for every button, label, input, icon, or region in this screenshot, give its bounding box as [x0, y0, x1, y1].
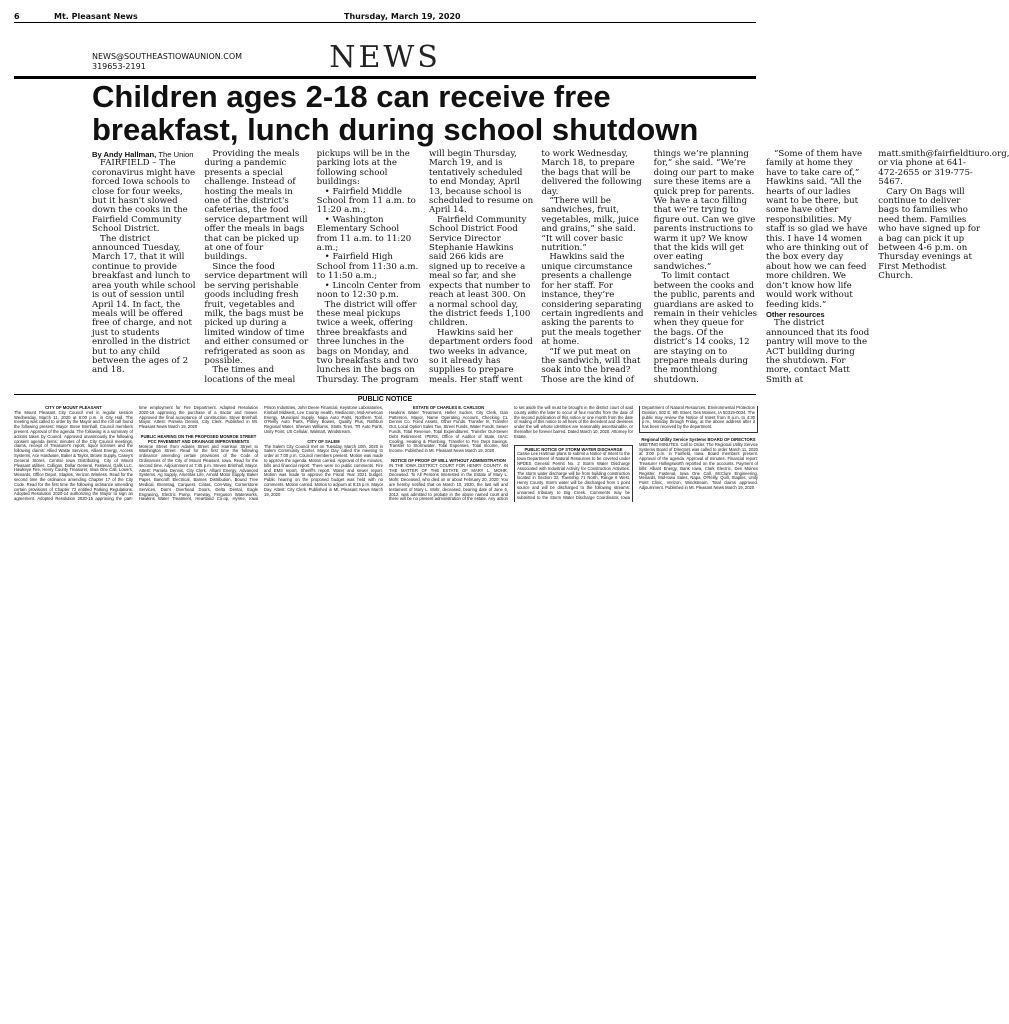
- notice-title: CITY OF MOUNT PLEASANT: [45, 405, 102, 410]
- article-paragraph: Providing the meals during a pandemic presents a special challenge. Instead of hosting the meals in one of the district's cafeterias, the food service department will offer the meals in bags that can be picked up at one of four buildings.: [204, 149, 308, 263]
- article-paragraph: “There will be sandwiches, fruit, vegetables, milk, juice and grains,” she said. “It will cover basic nutrition.”: [541, 196, 639, 254]
- publication-name: Mt. Pleasant News: [54, 12, 138, 21]
- article-headline: Children ages 2-18 can receive free breakfast, lunch during school shutdown: [92, 79, 699, 147]
- article-paragraph: The district will offer these meal pickups twice a week, offering three breakfasts and three lunches in the bags on Monday, and two breakfasts and two lunches in the bags on Thursday. The program will begin Thursday, March 19, and is tentatively scheduled to end Monday, April 13, because school is scheduled to resume on April 14.: [316, 149, 534, 385]
- article-paragraph: Fairfield Community School District Food Service Director Stephanie Hawkins said 266 kids are signed up to receive a meal so far, and she expects that number to reach at least 300. On a normal school day, the district feeds 1,100 children.: [428, 214, 531, 329]
- article-paragraph: • Fairfield Middle School from 11 a.m. to 11:20 a.m.;: [316, 186, 416, 216]
- notice-title: Regional Utility Service Systems BOARD OF DIRECTORS: [641, 436, 756, 442]
- article-paragraph: The district announced Tuesday, March 17, that it will continue to provide breakfast and lunch to area youth while school is out of session until April 14. In fact, the meals will be offered free of charge, and not just to students enrolled in the district but to any child between the ages of 2 and 18.: [92, 233, 196, 376]
- article-paragraph: Hawkins said her department orders food two weeks in advance, so it already has supplies to prepare meals. Her staff went to work Wednesday, March 18, to prepare the bags that will be delivered the following day.: [428, 149, 642, 385]
- article-paragraph: Hawkins said the unique circumstance presents a challenge for her staff. For instance, they’re considering separating certain ingredients and asking the parents to put the meals together at home.: [541, 252, 644, 348]
- article-paragraph: To limit contact between the cooks and the public, parents and guardians are asked to remain in their vehicles when they queue for the bags. Of the district’s 14 cooks, 12 are staying on to prepare meals during the monthlong shutdown.: [653, 271, 758, 385]
- header-rule: [14, 22, 756, 23]
- notice-item: [264, 440, 383, 498]
- article-body: [92, 149, 1009, 390]
- notice-item: [639, 438, 758, 491]
- article-paragraph: Cary On Bags will continue to deliver bags to families who need them. Families who have signed up for a bag can pick it up between 4-6 p.m. on Thursday evenings at First Methodist Church.: [878, 186, 981, 282]
- article-paragraph: “If we put meat on the sandwich, will that soak into the bread? Those are the kind of things we’re planning for,” she said. “We’re doing our part to make sure these items are a quick prep for parents. We have a taco filling that we’re trying to figure out. Can we give parents instructions to warm it up? We know that the kids will get over eating sandwiches.”: [541, 149, 756, 385]
- notice-body: The Mount Pleasant City Council met in regular session Wednesday, March 11, 2020 at 6:00 p.m. in City Hall. The meeting was called to order by the Mayor and the roll call found the following present: Mayor Steve Brimhall, Council members present. Approval of the agenda. The following is a summary of actions taken by Council. Approved unanimously the following consent agenda items: minutes of the City Council meetings, claims, receipt of Treasurer's report, liquor licenses and the following claims: Allied Waste Services, Alliant Energy, Access Systems, Ace Hardware, Baker & Taylor, Brown Supply, Casey's General Stores, Central Iowa Distributing, City of Mount Pleasant utilities, Culligan, Dollar General, Fastenal, Galls LLC, Hawkeye Fire, Henry County Treasurer, Iowa One Call, Lowe's, Menards, Office Depot, Staples, Verizon Wireless. Read for the second time the ordinance amending Chapter 17 of the City Code. Read for the first time the following ordinance amending certain provisions of Chapter 72 entitled Parking Regulations. Adopted Resolution 2020-14 authorizing the Mayor to sign an agreement. Adopted Resolution 2020-15 approving the part-time employment for Fire Department. Adopted Resolution 2020-16 approving the purchase of a tractor and mower. Approved the final acceptance of construction. Steve Brimhall, Mayor. Attest: Pamela Dennis, City Clerk. Published in Mt. Pleasant News March 19, 2020: [14, 405, 258, 502]
- public-notice-rule: [14, 394, 756, 395]
- notice-item: [389, 406, 508, 454]
- article-paragraph: • Lincoln Center from noon to 12:30 p.m.: [316, 280, 421, 301]
- byline-org: The Union: [158, 150, 194, 159]
- notice-title: PUBLIC NOTICE OF STORM WATER DISCHARGE: [524, 446, 623, 452]
- notice-title: CITY OF SALEM: [307, 438, 340, 444]
- notice-body: Hawkins Water Treatment, Heller Sucker, City Clerk, Dan Patterson, Mayor, Name Operating Account. Checking CL Dennis Co. Fixed Assets, Other Funds. Transfer In, Transfer Out, Local Option Sales Tax, Street Funds, Water Funds, Sewer Funds, Total Revenue, Total Expenditures. Transfer Out-Sewer Debt Retirement. IPERS, Office of Auditor of State, ISAC Cooling, Heating & Plumbing. Transfer to Fire Dept Savings. Transfer to Stormwater. Total Expenses, Total Income, Net Income. Published in Mt. Pleasant News March 19, 2020: [389, 409, 508, 454]
- public-notice-header: PUBLIC NOTICE: [357, 396, 413, 403]
- notice-title: NOTICE OF PROOF OF WILL WITHOUT ADMINISTRATION: [391, 457, 506, 463]
- article-paragraph: The times and locations of the meal pickups will be in the parking lots at the following school buildings:: [204, 149, 410, 385]
- notice-body: Cassie Lee Hartman plans to submit a Notice of Intent to the Iowa Department of Natural Resources to be covered under NPDES General Permit No. 2 Storm Water Discharge Associated with Industrial Activity for Construction Activities. The storm water discharge will be from building construction located in Section 32, Township 71 North, Range 6 West, Henry County. Storm water will be discharged from 1 point source and will be discharged to the following streams: unnamed tributary to Big Creek. Comments may be submitted to the Storm Water Discharge Coordinator, Iowa Department of Natural Resources, Environmental Protection Division, 502 E. 9th Street, Des Moines, IA 50319-0034. The public may review the Notice of Intent from 8 a.m. to 4:30 p.m., Monday through Friday, at the above address after it has been received by the department.: [517, 405, 755, 500]
- notice-body: The Salem City Council met on Tuesday, March 10th, 2020 in Salem Community Center. Mayor Day called the meeting to order at 7:00 p.m. Council members present. Motion was made to approve the agenda. Motion carried. Approval of the minutes, bills and financial report. There were no public comments. Fire and EMS report. Sheriff's report. Water and sewer report. Motion was made to approve the Fiscal Year 2021 budget. Public hearing on the proposed budget was held with no comments. Motion carried. Motion to adjourn at 8:15 p.m. Mayor Day. Attest: City Clerk. Published in Mt. Pleasant News March 19, 2020: [264, 443, 383, 497]
- article-paragraph: FAIRFIELD – The coronavirus might have forced Iowa schools to close for four weeks, but it hasn't slowed down the cooks in the Fairfield Community School District.: [92, 158, 196, 235]
- section-title: NEWS: [329, 40, 441, 75]
- notice-title: PUBLIC HEARING ON THE PROPOSED MONROE STREET PCC PAVEMENT AND DRAINAGE IMPROVEMENTS: [140, 433, 257, 444]
- notice-body: IN THE IOWA DISTRICT COURT FOR HENRY COUNTY. IN THE MATTER OF THE ESTATE OF MARY L. MOHR, Deceased. To All Persons Interested in the Estate of Mary L. Mohr, Deceased, who died on or about February 20, 2020: You are hereby notified that on March 10, 2020, the last will and testament of Mary L. Mohr, deceased, bearing date of June 6, 2012, was admitted to probate in the above named court and there will be no present administration of the estate. Any action to set aside the will must be brought in the district court of said county within the later to occur of four months from the date of the second publication of this notice or one month from the date of mailing of this notice to all heirs of the decedent and devisees under the will whose identities are reasonably ascertainable, or thereafter be forever barred. Dated March 10, 2020. Attorney for Estate.: [389, 405, 633, 502]
- byline-author: By Andy Hallman,: [92, 150, 157, 159]
- page-number: 6: [14, 12, 20, 21]
- notice-title: ESTATE OF CHARLES E. CARLSON: [412, 405, 485, 410]
- contact-email: NEWS@SOUTHEASTIOWAUNION.COM: [92, 52, 243, 61]
- public-notices: [14, 406, 758, 1018]
- article-paragraph: Since the food service department will be serving perishable goods including fresh fruit, vegetables and milk, the bags must be picked up during a limited window of time and either consumed or refrigerated as soon as possible.: [204, 261, 309, 366]
- article-paragraph: • Fairfield High School from 11:30 a.m. to 11:50 a.m.;: [316, 252, 419, 282]
- notice-body: MEETING MINUTES. Call to Order. The Regional Utility Service Systems Board of Directors was called to order March 11, 2020 at 3:00 p.m. in Fairfield, Iowa. Board members present. Approval of the agenda. Approval of minutes. Financial report: Treasurer Hollingsworth reported on the accounts. Payment of bills: Alliant Energy, Bank Iowa, Clark Electric, Des Moines Register, Fastenal, Iowa One Call, McClure Engineering, Menards, Mid-Iowa Sales, Napa, O'Reilly, Quill, Staples, Unity Point Clinic, Verizon, Windstream. Total claims approved. Adjournment. Published in Mt. Pleasant News March 19, 2020: [639, 441, 758, 490]
- article-subhead: Other resources: [765, 309, 825, 319]
- section-contact: [92, 52, 242, 72]
- article-paragraph: The district announced that its food pantry will move to the ACT building during the shutdown. For more, contact Matt Smith at matt.smith@fairfieldtiuro.org, or via phone at 641-472-2655 or 319-775-5467.: [765, 149, 1009, 385]
- notice-body: Monroe Street from Adams Street and Harrison Street to Washington Street. Read for the first time the following ordinance amending certain provisions of the Code of Ordinances of the City of Mount Pleasant, Iowa. Read for the second time. Adjournment at 7:45 p.m. Steven Brimhall, Mayor. Attest: Pamela Dennis, City Clerk. Alliant Energy, Advanced Systems, Ag Supply, Ameritas Life, Arnold Motor Supply, Baker Paper, Bancroft Electrical, Barnes Distribution, Bound Tree Medical, Brenntag, Carquest, Cintas, Con-Way, Cornerstone Services, Dan's Overhead Doors, Delta Dental, Eagle Engraving, Electric Pump, Fareway, Ferguson Waterworks, Hawkins Water Treatment, Heartland Co-op, HyVee, Iowa Prison Industries, John Deere Financial, Keystone Laboratories, Kimball Midwest, Lee County Health, Mediacom, Mid-American Energy, Municipal Supply, Napa Auto Parts, Northern Tool, O'Reilly Auto Parts, Pitney Bowes, Quality Plus, Rathbun Regional Water, Sherwin Williams, Stotts Tires, TR Auto Parts, Unity Point, US Cellular, Walmart, Windstream.: [139, 405, 383, 502]
- article-paragraph: “Some of them have family at home they have to take care of,” Hawkins said. “All the hearts of our ladies want to be there, but some have other responsibilities. My staff is so glad we have this. I have 14 women who are thinking out of the box every day about how we can feed more children. We don’t know how life would work without feeding kids.”: [765, 149, 869, 310]
- issue-date: Thursday, March 19, 2020: [344, 12, 461, 21]
- contact-phone: 319653-2191: [92, 62, 146, 71]
- article-paragraph: • Washington Elementary School from 11 a.m. to 11:20 a.m.;: [316, 214, 412, 254]
